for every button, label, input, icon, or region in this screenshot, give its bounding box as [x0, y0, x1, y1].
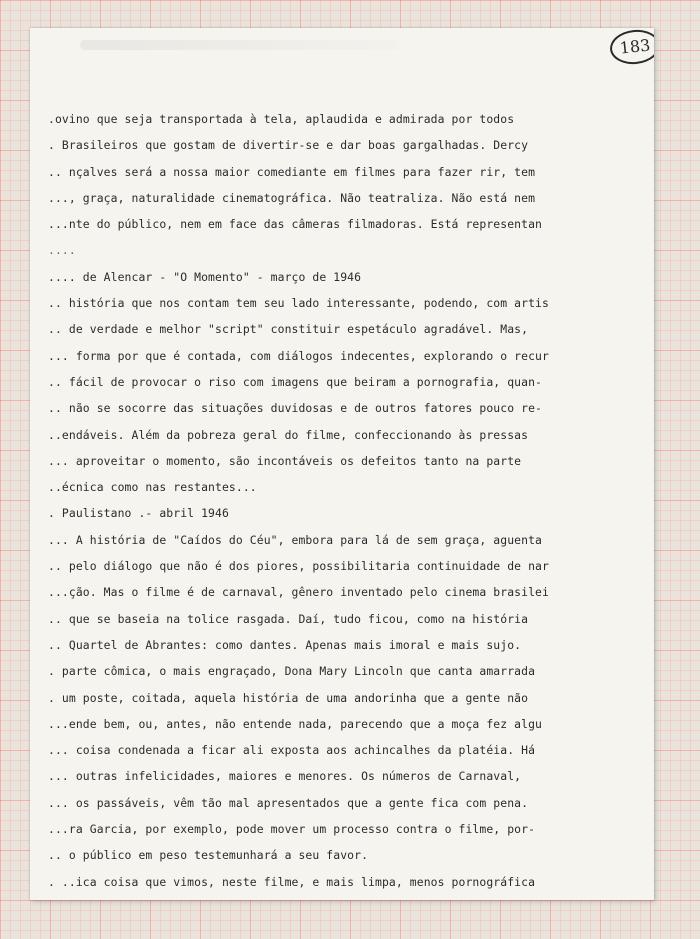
text-line: . Brasileiros que gostam de divertir-se e dar boas gargalhadas. Dercy: [48, 138, 529, 153]
text-line: ... A história de "Caídos do Céu", embora para lá de sem graça, aguenta: [48, 532, 542, 547]
text-line: ...ra Garcia, por exemplo, pode mover um processo contra o filme, por-: [48, 822, 536, 837]
typewritten-page: [30, 28, 654, 900]
text-line: ... outras infelicidades, maiores e menores. Os números de Carnaval,: [48, 769, 522, 784]
text-line: ...nte do público, nem em face das câmeras filmadoras. Está representan: [48, 217, 542, 232]
text-line: .. pelo diálogo que não é dos piores, possibilitaria continuidade de nar: [48, 559, 549, 574]
text-line: ..endáveis. Além da pobreza geral do filme, confeccionando às pressas: [48, 427, 529, 442]
typewritten-text: [48, 106, 648, 895]
paper-smudge: [80, 40, 400, 50]
text-line: .. Quartel de Abrantes: como dantes. Apenas mais imoral e mais sujo.: [48, 637, 522, 652]
text-line: ...ende bem, ou, antes, não entende nada, parecendo que a moça fez algu: [48, 716, 542, 731]
text-line: .. fácil de provocar o riso com imagens que beiram a pornografia, quan-: [48, 374, 542, 389]
section-heading: .... de Alencar - "O Momento" - março de 1946: [48, 269, 362, 284]
text-line: .ovino que seja transportada à tela, aplaudida e admirada por todos: [48, 112, 515, 126]
text-line: . ..ica coisa que vimos, neste filme, e mais limpa, menos pornográfica: [48, 874, 536, 889]
text-line: ....: [48, 243, 76, 258]
text-line: ... forma por que é contada, com diálogos indecentes, explorando o recur: [48, 348, 549, 363]
text-line: .. o público em peso testemunhará a seu favor.: [48, 848, 369, 863]
text-line: ... coisa condenada a ficar ali exposta aos achincalhes da platéia. Há: [48, 743, 536, 758]
text-line: ..écnica como nas restantes...: [48, 480, 257, 495]
text-line: .. que se baseia na tolice rasgada. Daí, tudo ficou, como na história: [48, 611, 529, 626]
text-line: .. de verdade e melhor "script" constituir espetáculo agradável. Mas,: [48, 322, 529, 337]
text-line: ... aproveitar o momento, são incontáveis os defeitos tanto na parte: [48, 453, 522, 468]
text-line: ..., graça, naturalidade cinematográfica. Não teatraliza. Não está nem: [48, 190, 536, 205]
text-line: .. nçalves será a nossa maior comediante em filmes para fazer rir, tem: [48, 164, 536, 179]
text-line: . um poste, coitada, aquela história de uma andorinha que a gente não: [48, 690, 529, 705]
text-line: .. história que nos contam tem seu lado interessante, podendo, com artis: [48, 296, 549, 311]
text-line: ... os passáveis, vêm tão mal apresentados que a gente fica com pena.: [48, 795, 529, 810]
text-line: .. não se socorre das situações duvidosas e de outros fatores pouco re-: [48, 401, 542, 416]
text-line: . parte cômica, o mais engraçado, Dona Mary Lincoln que canta amarrada: [48, 664, 536, 679]
text-line: ...ção. Mas o filme é de carnaval, gênero inventado pelo cinema brasilei: [48, 585, 549, 600]
page-number-stamp: 183: [608, 28, 654, 67]
section-heading: . Paulistano .- abril 1946: [48, 506, 229, 521]
